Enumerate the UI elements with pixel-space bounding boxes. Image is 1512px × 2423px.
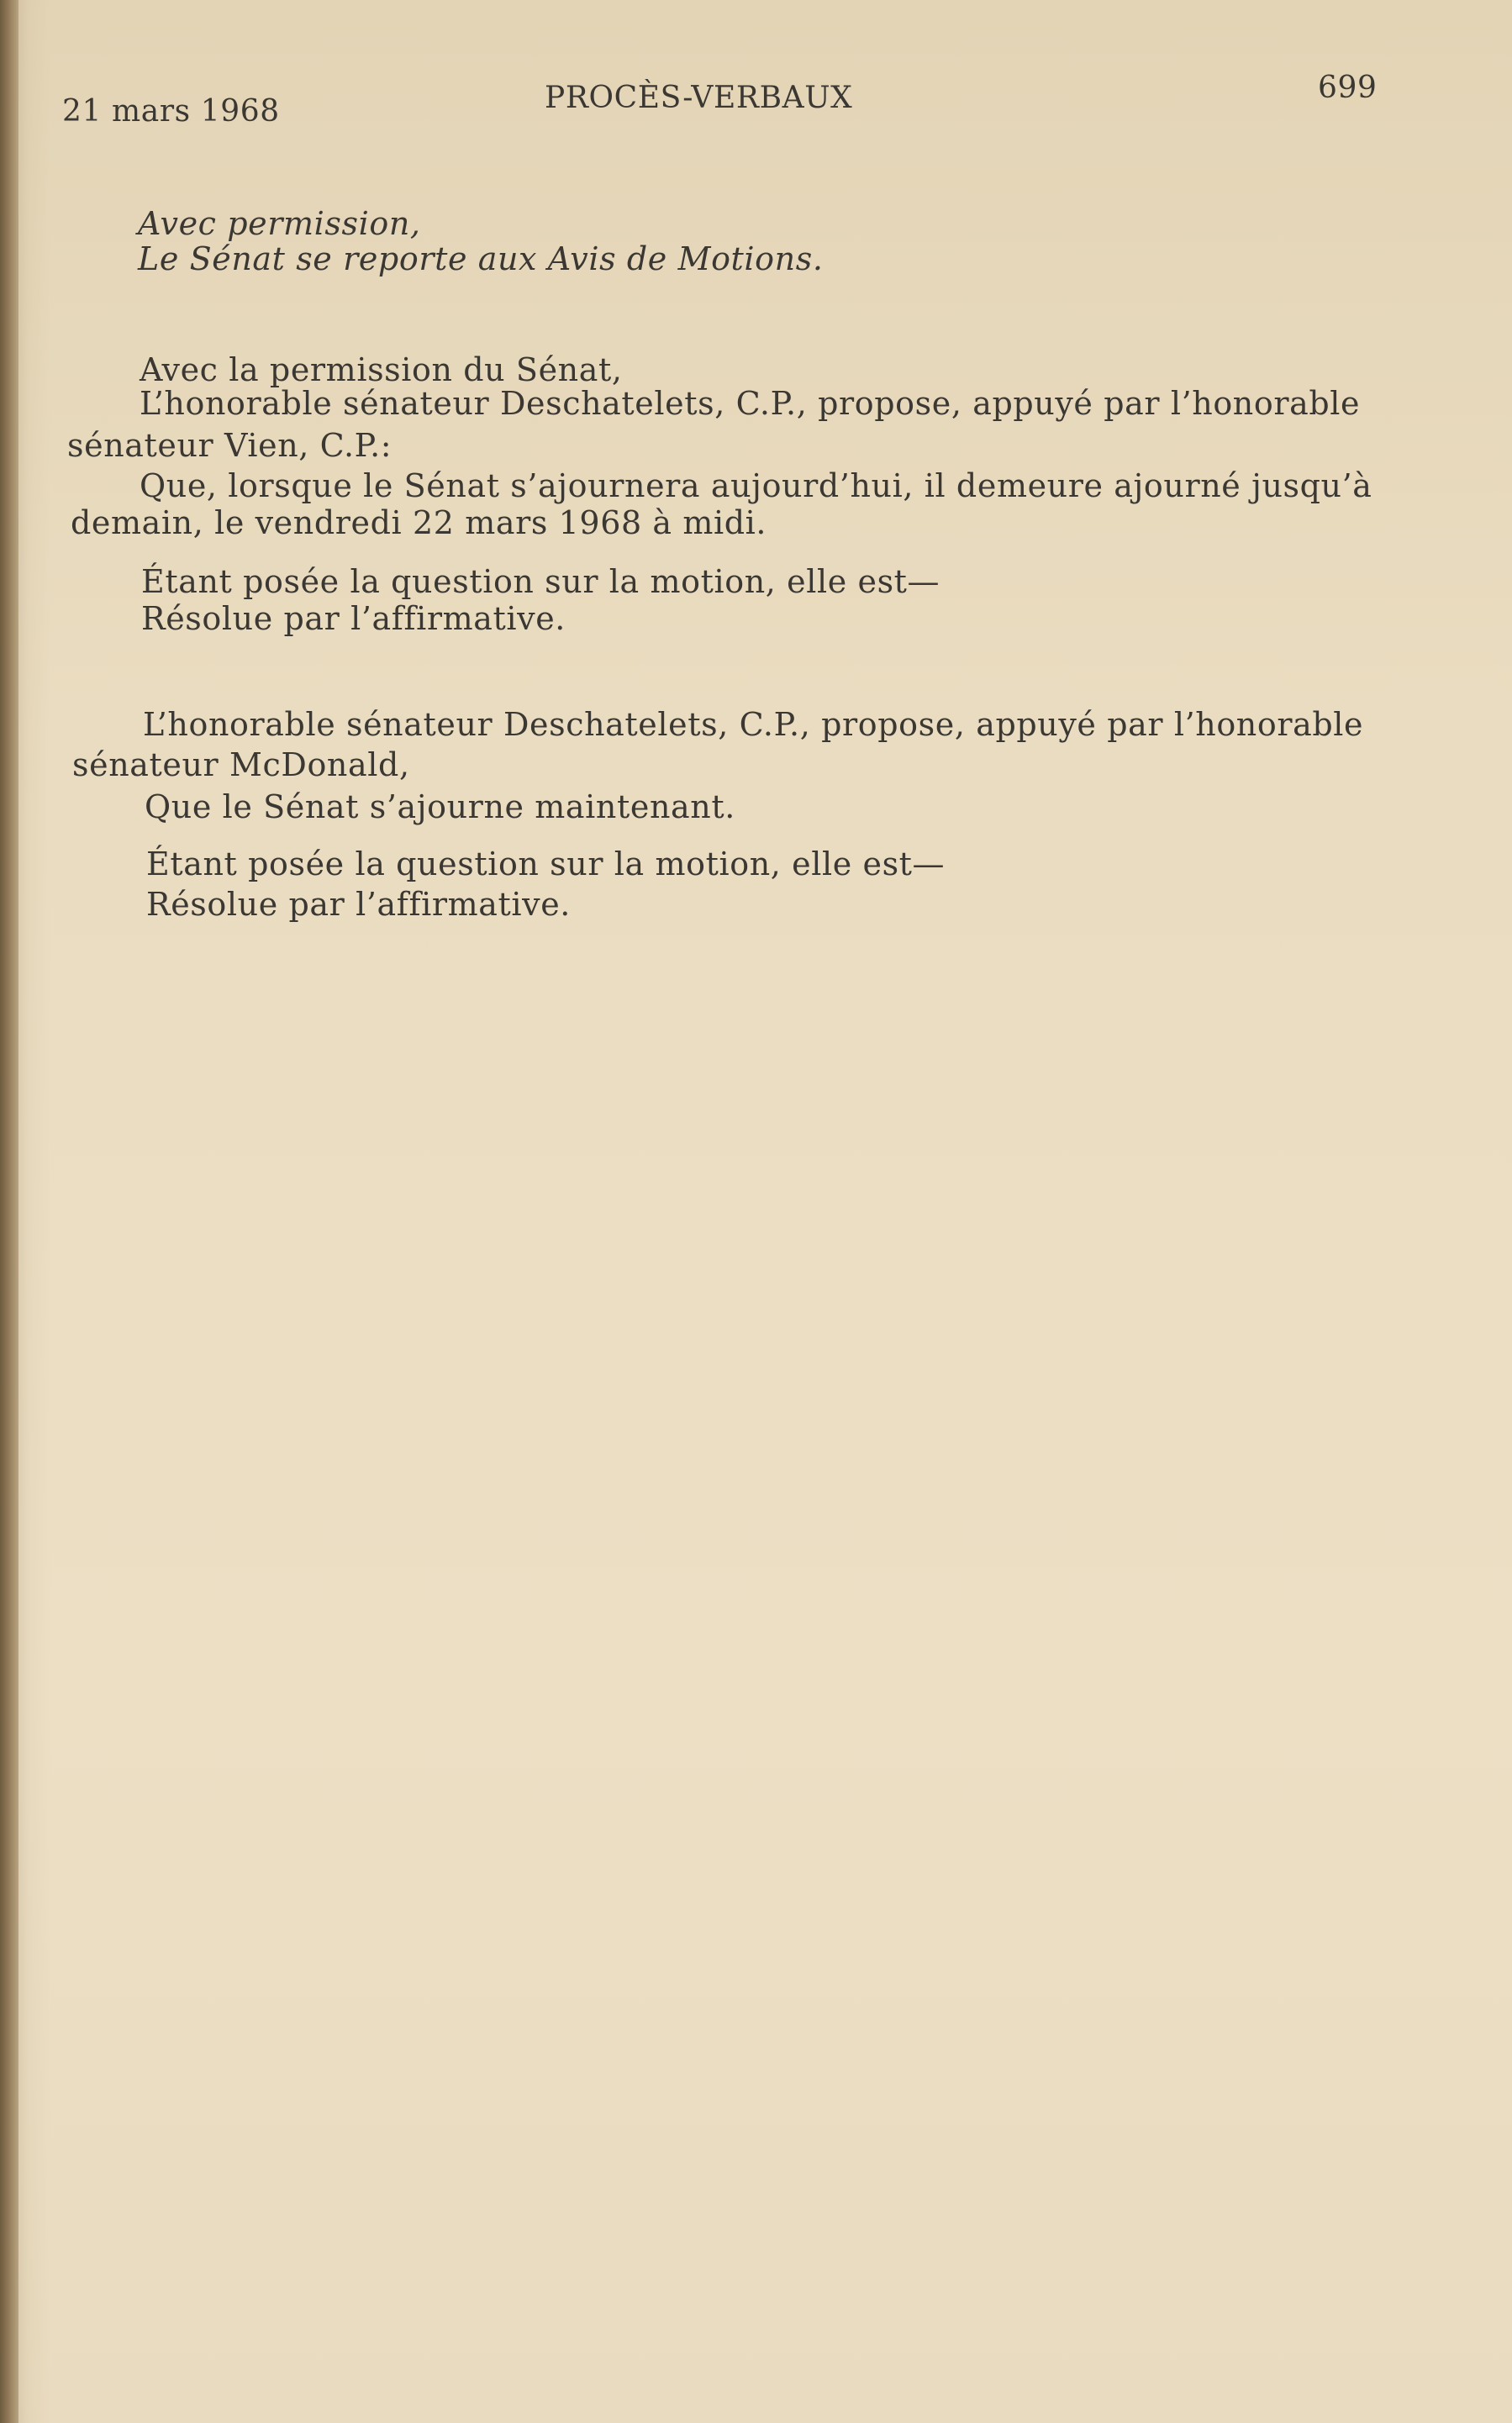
intro-line-2: Le Sénat se reporte aux Avis de Motions.	[138, 240, 824, 277]
motion2-line-3: Que le Sénat s’ajourne maintenant.	[145, 788, 735, 825]
book-spine-shadow	[0, 0, 18, 2423]
motion1-line-1: Avec la permission du Sénat,	[140, 351, 623, 388]
motion1-line-5: demain, le vendredi 22 mars 1968 à midi.	[71, 504, 767, 541]
page-number: 699	[1318, 71, 1378, 105]
motion1-line-4: Que, lorsque le Sénat s’ajournera aujourd’hui, il demeure ajourné jusqu’à	[140, 467, 1372, 504]
motion1-result: Résolue par l’affirmative.	[141, 600, 566, 637]
motion1-question: Étant posée la question sur la motion, elle est—	[141, 563, 940, 600]
motion1-line-3: sénateur Vien, C.P.:	[67, 427, 392, 464]
motion2-line-2: sénateur McDonald,	[72, 746, 410, 783]
motion2-result: Résolue par l’affirmative.	[146, 886, 571, 923]
motion2-line-1: L’honorable sénateur Deschatelets, C.P., propose, appuyé par l’honorable	[143, 706, 1364, 743]
header-date: 21 mars 1968	[62, 94, 280, 129]
intro-line-1: Avec permission,	[138, 205, 421, 242]
motion2-question: Étant posée la question sur la motion, elle est—	[146, 845, 946, 882]
motion1-line-2: L’honorable sénateur Deschatelets, C.P., propose, appuyé par l’honorable	[140, 385, 1361, 422]
header-title: PROCÈS-VERBAUX	[545, 81, 853, 115]
